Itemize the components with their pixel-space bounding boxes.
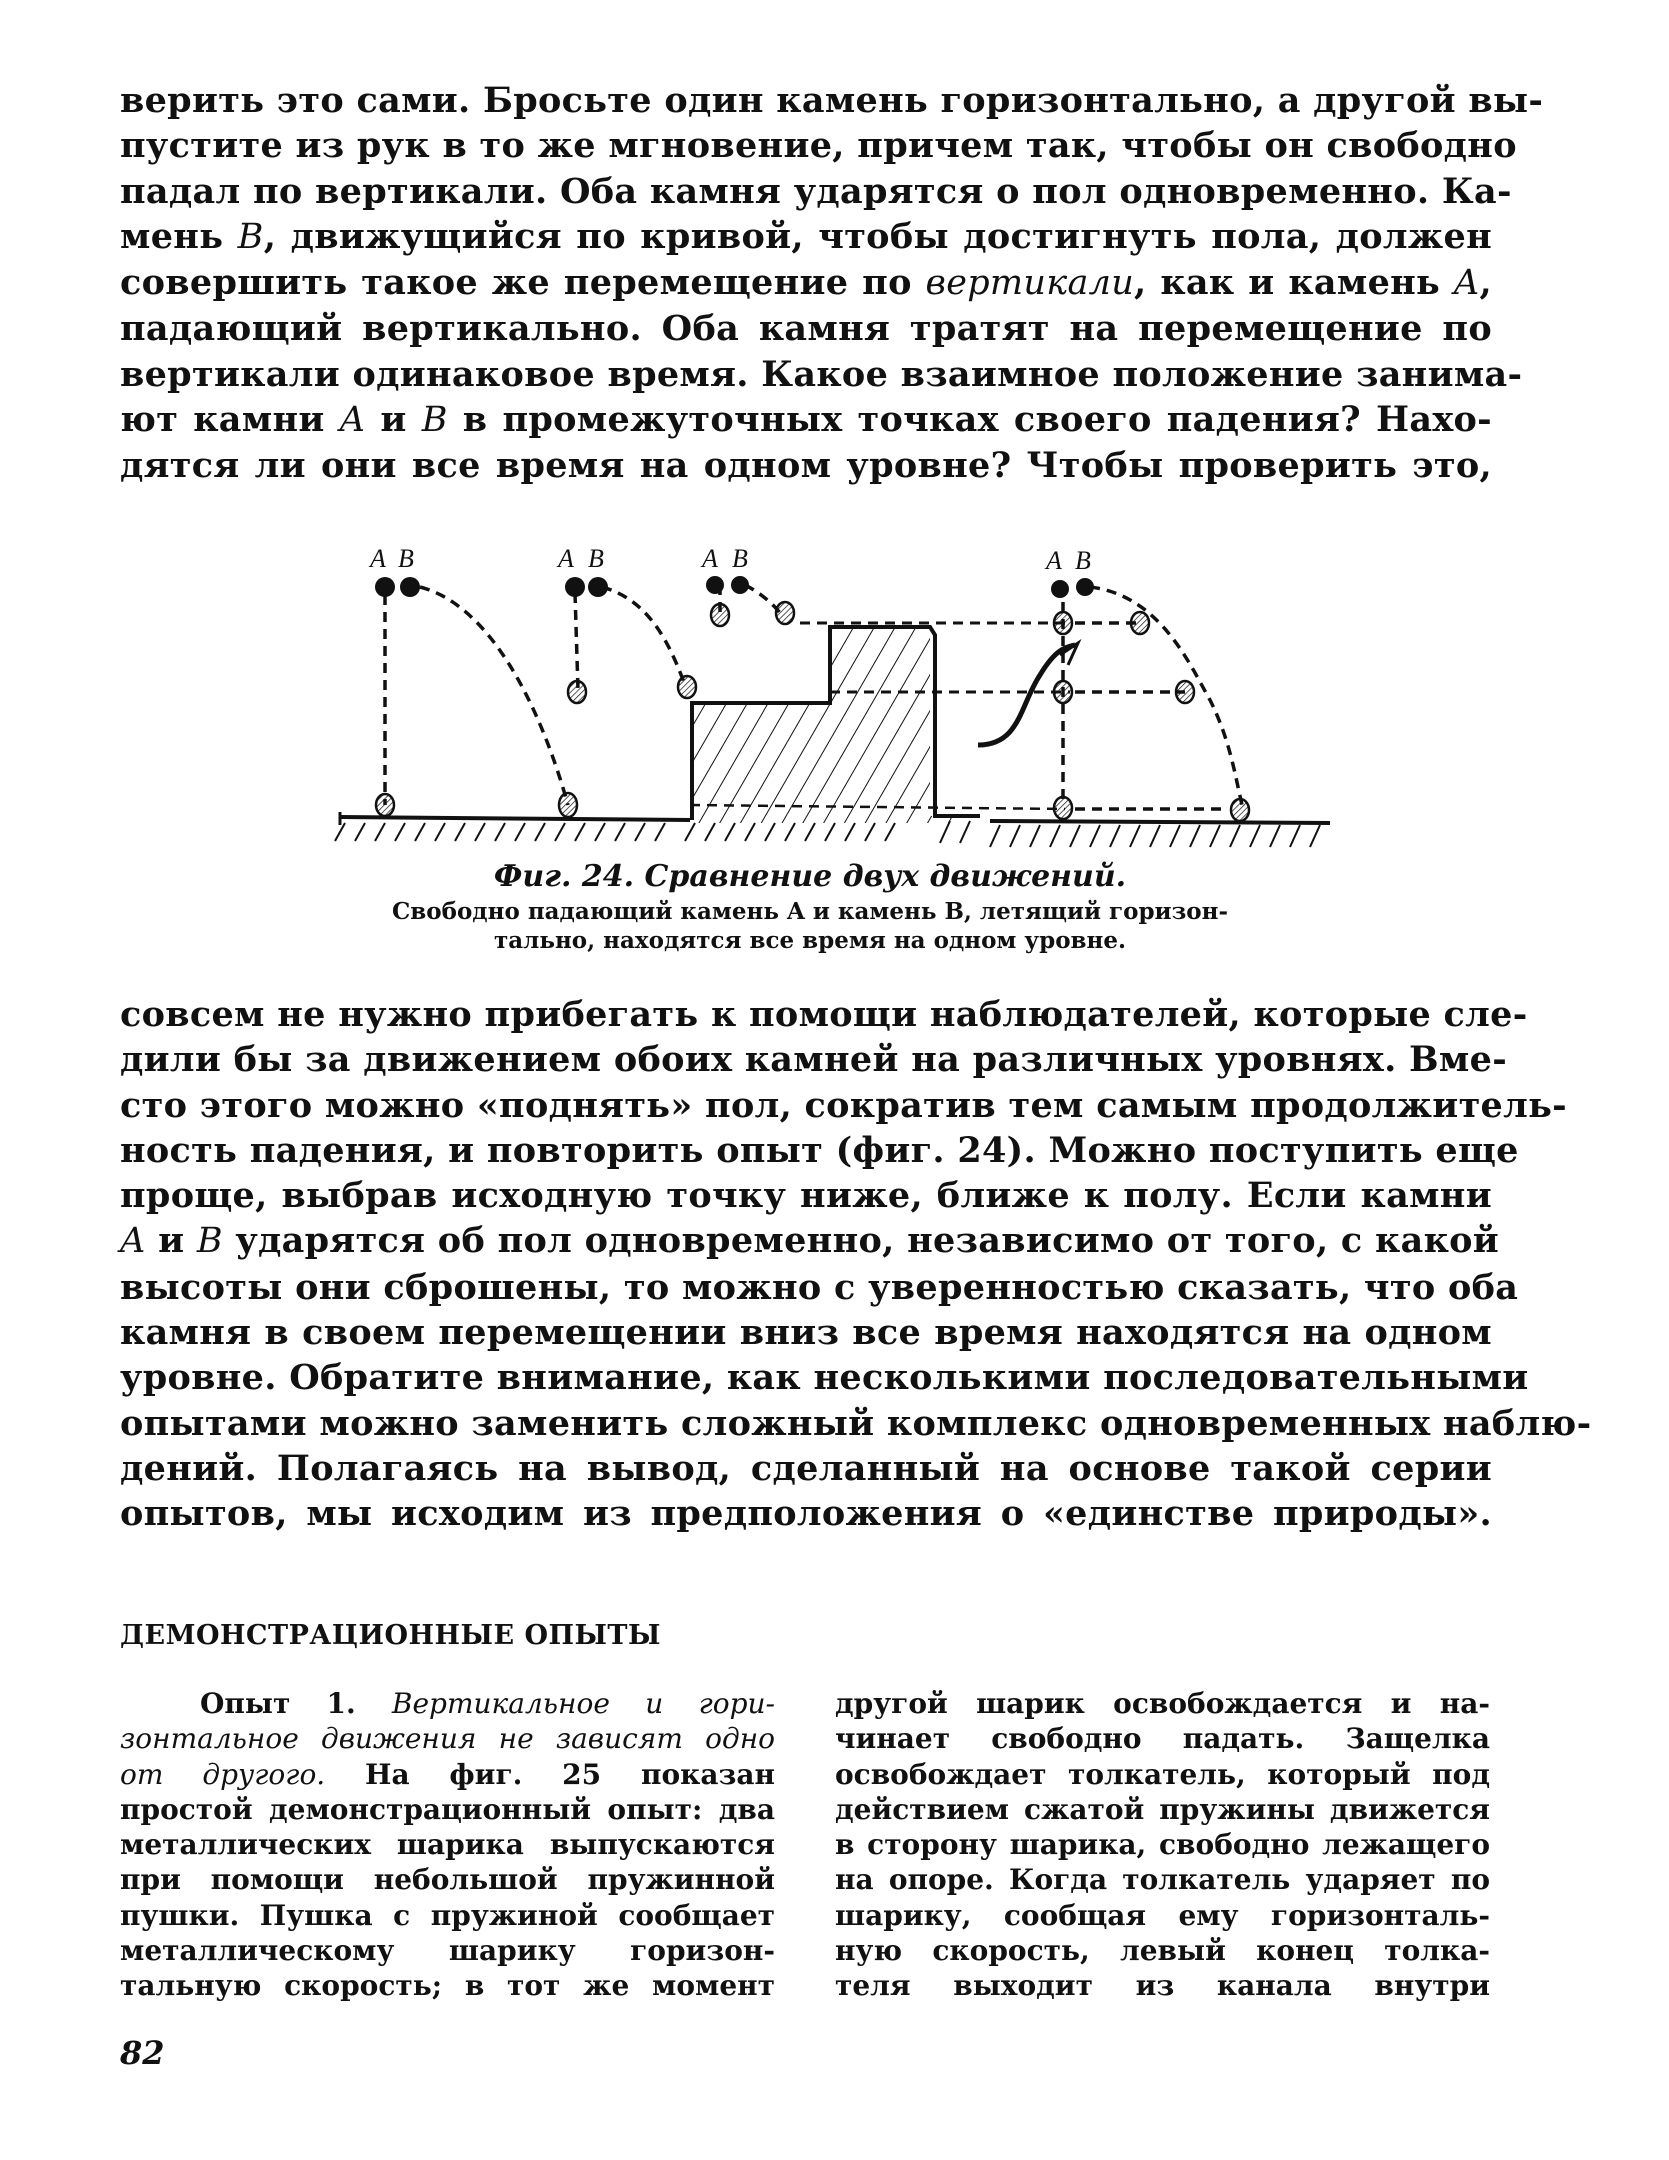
ground-hatch-right [940,821,1320,847]
text-run: мень [120,215,238,257]
figure-caption-body [330,897,1290,955]
text-line: опытами можно заменить сложный комплекс одновременных наблю- [120,1402,1592,1444]
text-line [120,1686,775,1721]
caption-line: тально, находятся все время на одном уровне. [493,927,1127,954]
text-line [120,397,1492,443]
label-b: B [732,544,748,573]
label-b: B [588,544,604,573]
text-run: , [1479,262,1492,304]
column-left [120,1686,775,2004]
experiment-title: от другого. [120,1757,326,1791]
label-b: B [398,544,414,573]
text-line [120,1218,1500,1264]
start-balls [375,576,1094,598]
text-line: дили бы за движением обоих камней на различных уровнях. Вме- [120,1039,1508,1081]
figure-title: Сравнение двух движений. [644,859,1127,894]
ground-right [990,821,1330,823]
text-line: при помощи небольшой пружинной [120,1863,775,1897]
page-number: 82 [120,2034,165,2072]
variable-a: A [339,400,366,441]
text-run: , как и камень [1134,262,1454,304]
text-line: совсем не нужно прибегать к помощи наблюдателей, которые сле- [120,994,1528,1035]
text-line: верить это сами. Бросьте один камень горизонтально, а другой вы- [120,80,1544,121]
text-line: на опоре. Когда толкатель ударяет по [835,1863,1490,1897]
text-line: дений. Полагаясь на вывод, сделанный на основе такой серии [120,1447,1492,1489]
variable-a: A [1453,263,1480,304]
experiment-title: Вертикальное и гори- [391,1687,775,1720]
text-line: простой демонстрационный опыт: два [120,1792,775,1826]
text-line: шарику, сообщая ему горизонталь- [835,1898,1490,1932]
text-line: ную скорость, левый конец толка- [835,1934,1490,1968]
text-line: действием сжатой пружины движется [835,1792,1490,1826]
figure-24-diagram [330,525,1330,855]
text-line: пустите из рук в то же мгновение, причем так, чтобы он свободно [120,125,1517,167]
text-line: проще, выбрав исходную точку ниже, ближе к полу. Если камни [120,1175,1492,1217]
label-a: A [1046,546,1062,575]
text-line: падал по вертикали. Оба камня ударятся о пол одновременно. Ка- [120,170,1512,212]
text-run: , движущийся по кривой, чтобы достигнуть пола, должен [263,215,1492,257]
text-line: теля выходит из канала внутри [835,1969,1490,2003]
text-line: дятся ли они все время на одном уровне? Чтобы проверить это, [120,445,1492,487]
text-line: сто этого можно «поднять» пол, сократив тем самым продолжитель- [120,1084,1567,1126]
text-line [120,260,1492,306]
text-line: опытов, мы исходим из предположения о «единстве природы». [120,1493,1492,1535]
text-line: уровне. Обратите внимание, как несколькими последовательными [120,1357,1529,1399]
text-line: в сторону шарика, свободно лежащего [835,1828,1490,1862]
text-run: На фиг. 25 показан [325,1757,775,1791]
variable-b: B [196,1221,223,1262]
ground-hatch-left [335,823,895,841]
variable-a: A [120,1221,146,1262]
text-line: освобождает толкатель, который под [835,1757,1490,1791]
paragraph-bottom [120,992,1592,1537]
label-a: A [370,544,386,573]
variable-b: B [237,216,264,257]
caption-line: Свободно падающий камень A и камень B, летящий горизон- [392,898,1228,925]
text-line: тальную скорость; в тот же момент [120,1969,775,2003]
emphasis-word: вертикали [925,263,1135,304]
text-line: чинает свободно падать. Защелка [835,1722,1490,1756]
paragraph-top [120,78,1544,489]
text-line [120,1757,775,1792]
text-run: и [145,1220,197,1262]
text-line: другой шарик освобождается и на- [835,1687,1490,1720]
text-line: зонтальное движения не зависят одно [120,1722,775,1756]
figure-caption-title [320,858,1300,896]
label-b: B [1075,546,1091,575]
text-line: металлических шарика выпускаются [120,1828,775,1862]
section-heading: ДЕМОНСТРАЦИОННЫЕ ОПЫТЫ [120,1620,661,1651]
text-line: падающий вертикально. Оба камня тратят на перемещение по [120,308,1492,350]
text-line: пушки. Пушка с пружиной сообщает [120,1898,775,1932]
figure-number: Фиг. 24. [493,859,635,894]
text-run: и [365,399,422,441]
text-line: камня в своем перемещении вниз все время находятся на одном [120,1312,1492,1354]
label-a: A [558,544,574,573]
text-line: вертикали одинаковое время. Какое взаимное положение занима- [120,353,1523,395]
text-line: металлическому шарику горизон- [120,1934,775,1968]
text-line [120,214,1492,260]
text-run: в промежуточных точках своего падения? Нахо- [447,399,1492,441]
column-right [835,1686,1490,2004]
text-run: совершить такое же перемещение по [120,262,926,304]
ab-labels [368,544,1091,575]
text-run: ют камни [120,399,340,441]
label-a: A [702,544,718,573]
text-run: ударятся об пол одновременно, независимо от того, с какой [222,1220,1500,1262]
text-line: высоты они сброшены, то можно с уверенностью сказать, что оба [120,1266,1519,1308]
text-line: ность падения, и повторить опыт (фиг. 24). Можно поступить еще [120,1129,1519,1171]
ground-left [340,812,690,825]
variable-b: B [421,400,448,441]
experiment-label: Опыт 1. [200,1687,356,1720]
